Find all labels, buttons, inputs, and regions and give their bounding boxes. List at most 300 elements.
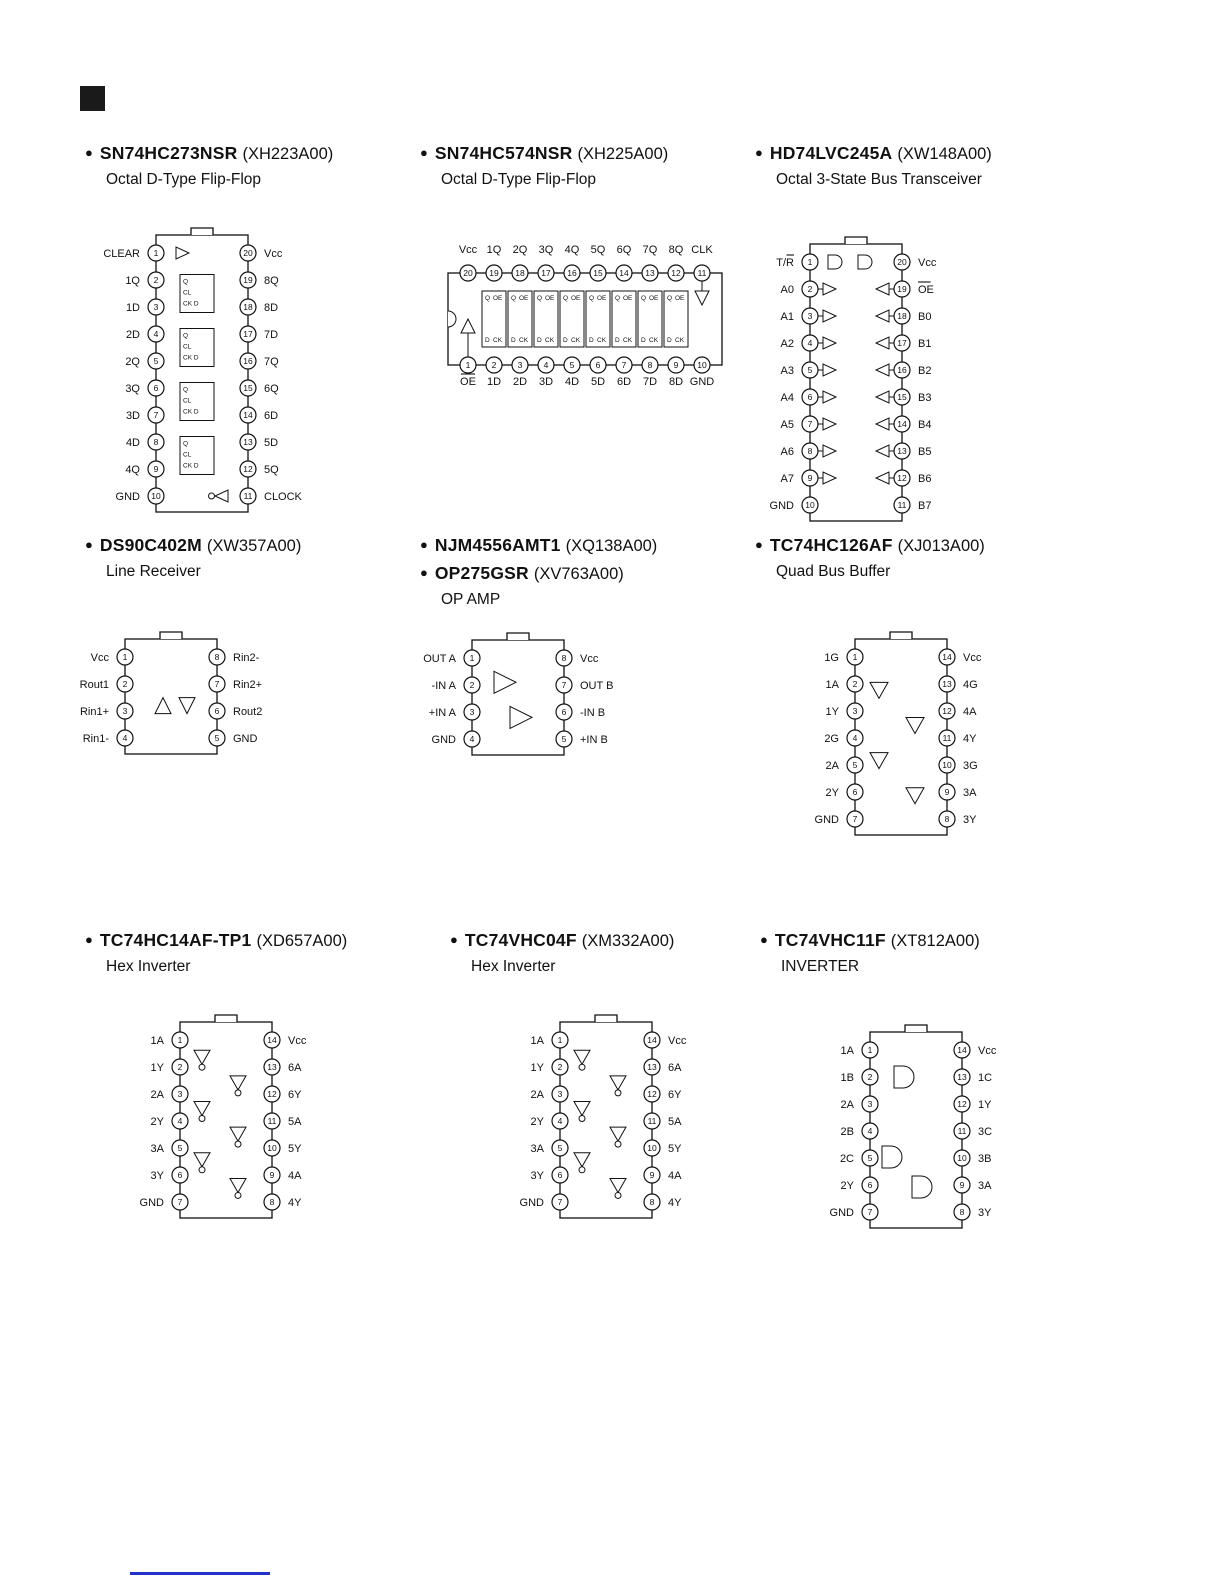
internal-label: D (615, 337, 620, 344)
pin (209, 676, 225, 692)
ic-title-line (420, 140, 668, 168)
pin (117, 676, 133, 692)
pin-number: 3 (852, 706, 858, 716)
part-code: (XD657A00) (256, 932, 348, 950)
pin-label: 2B (840, 1126, 854, 1138)
pin (616, 357, 632, 373)
pin-label: Rin2- (233, 652, 260, 664)
chip-notch (191, 228, 213, 235)
pin-label: 8Q (264, 275, 279, 287)
pin-number: 1 (469, 653, 475, 663)
ic-diagram-svg (730, 234, 982, 531)
pin (954, 1042, 970, 1058)
part-number: SN74HC273NSR (99, 143, 238, 163)
pin-number: 20 (463, 268, 473, 278)
pin-number: 12 (243, 464, 253, 474)
pin-label: 5Q (590, 244, 606, 256)
pin (209, 703, 225, 719)
pin-number: 4 (807, 338, 813, 348)
pin (802, 443, 818, 459)
internal-label: Q (183, 440, 189, 448)
pin-number: 18 (897, 311, 907, 321)
pin-label: 6A (288, 1062, 302, 1074)
pin-number: 7 (852, 814, 858, 824)
chip-body (469, 640, 564, 755)
ic-diagram-svg (392, 630, 644, 765)
pin-number: 11 (267, 1116, 277, 1126)
pin (954, 1123, 970, 1139)
pin-label: GND (814, 814, 839, 826)
ic-description: Quad Bus Buffer (776, 563, 891, 580)
pin (847, 730, 863, 746)
pin (954, 1069, 970, 1085)
ic-entry-header (85, 532, 301, 581)
pin (939, 730, 955, 746)
pin (552, 1086, 568, 1102)
pin (460, 357, 476, 373)
internal-label: CL (183, 451, 192, 459)
pin-label: 2A (150, 1089, 164, 1101)
pin (954, 1150, 970, 1166)
pin (209, 649, 225, 665)
pin-number: 1 (465, 360, 471, 370)
pin-label: B4 (918, 419, 932, 431)
pin-number: 19 (243, 275, 253, 285)
pin (894, 254, 910, 270)
inverter-bubble (209, 493, 215, 499)
inverter-bubble (579, 1064, 585, 1070)
pin-number: 4 (543, 360, 549, 370)
ic-title-line (760, 927, 980, 955)
pin (240, 488, 256, 504)
internal-label: Q (183, 278, 189, 286)
pin-number: 3 (153, 302, 159, 312)
pin-label: Rout2 (233, 706, 263, 718)
pin-number: 10 (267, 1143, 277, 1153)
pin (802, 308, 818, 324)
pin-number: 2 (867, 1072, 873, 1082)
ic-entry-header (450, 927, 674, 976)
internal-label: Q (667, 295, 673, 302)
pin (240, 326, 256, 342)
pin-label: GND (233, 733, 258, 745)
pin (802, 254, 818, 270)
pin-number: 10 (697, 360, 707, 370)
ic-description: Hex Inverter (106, 958, 191, 975)
ic-entry-header (420, 532, 657, 609)
chip-notch (215, 1015, 237, 1022)
pin-label: 1Y (825, 706, 839, 718)
pin-label: 2C (839, 1153, 854, 1165)
pin-number: 8 (944, 814, 950, 824)
chip-body (852, 639, 947, 835)
pin (847, 757, 863, 773)
pin-label: Vcc (264, 248, 283, 260)
pin-number: 12 (957, 1099, 967, 1109)
pin (538, 265, 554, 281)
pin-label: Rout1 (79, 679, 109, 691)
internal-label: Q (511, 295, 517, 302)
ic-diagram-svg (100, 1012, 352, 1228)
pin-number: 8 (214, 652, 220, 662)
pin-label: 2Y (825, 787, 839, 799)
pin-label: B3 (918, 392, 932, 404)
pin (862, 1204, 878, 1220)
pin-label: 4D (564, 376, 580, 388)
pin-label: 2G (824, 733, 839, 745)
internal-label: OE (545, 295, 555, 302)
pin (668, 265, 684, 281)
pin-number: 9 (807, 473, 813, 483)
inverter-bubble (235, 1192, 241, 1198)
chip-body (177, 1022, 272, 1218)
pin (148, 434, 164, 450)
ic-pinout-diagram (480, 1012, 732, 1233)
pin-label: 6Y (288, 1089, 302, 1101)
pin (552, 1032, 568, 1048)
pin-number: 5 (177, 1143, 183, 1153)
pin-number: 1 (852, 652, 858, 662)
pin-label: +IN B (580, 734, 608, 746)
pin-number: 8 (647, 360, 653, 370)
pin-label: 3Y (530, 1170, 544, 1182)
pin-number: 3 (122, 706, 128, 716)
pin (802, 335, 818, 351)
pin-number: 5 (561, 734, 567, 744)
part-code: (XT812A00) (890, 932, 980, 950)
pin-number: 8 (807, 446, 813, 456)
pin-label: Rin1- (82, 733, 109, 745)
internal-label: D (563, 337, 568, 344)
ic-diagram-svg (442, 233, 728, 393)
pin-number: 13 (243, 437, 253, 447)
pin-number: 4 (852, 733, 858, 743)
pin-number: 3 (517, 360, 523, 370)
pin-number: 5 (852, 760, 858, 770)
pin (172, 1059, 188, 1075)
pin (644, 1086, 660, 1102)
pin-number: 14 (267, 1035, 277, 1045)
pin-number: 1 (807, 257, 813, 267)
internal-label: OE (571, 295, 581, 302)
pin-label: 6D (616, 376, 632, 388)
pin-number: 11 (957, 1126, 967, 1136)
bullet-icon: ● (760, 932, 768, 947)
pin (644, 1194, 660, 1210)
pin (264, 1059, 280, 1075)
pin-label: 3D (538, 376, 554, 388)
pin (486, 265, 502, 281)
part-number: SN74HC574NSR (434, 143, 573, 163)
pin-number: 10 (151, 491, 161, 501)
pin-number: 4 (557, 1116, 563, 1126)
pin-label: 5D (590, 376, 606, 388)
pin-label: -IN A (431, 680, 456, 692)
pin-label: 6Y (668, 1089, 682, 1101)
part-number: OP275GSR (434, 563, 529, 583)
bullet-icon: ● (420, 537, 428, 552)
pin (862, 1096, 878, 1112)
pin (644, 1113, 660, 1129)
pin-label: 3Q (538, 244, 554, 256)
pin-label: A7 (780, 473, 794, 485)
pin-number: 3 (177, 1089, 183, 1099)
pin (644, 1167, 660, 1183)
pin (552, 1059, 568, 1075)
pin-number: 7 (177, 1197, 183, 1207)
part-code: (XW148A00) (897, 145, 992, 163)
pin-label: 1G (824, 652, 839, 664)
ic-pinout-diagram (100, 1012, 352, 1233)
pin (240, 461, 256, 477)
inverter-bubble (199, 1167, 205, 1173)
pin (847, 784, 863, 800)
pin (464, 704, 480, 720)
pin-number: 8 (153, 437, 159, 447)
pin-number: 13 (942, 679, 952, 689)
pin-label: Vcc (90, 652, 109, 664)
pin-label: Vcc (288, 1035, 307, 1047)
pin-label: T/R (776, 257, 794, 269)
pin-number: 2 (557, 1062, 563, 1072)
pin (552, 1167, 568, 1183)
pin-label: 4A (288, 1170, 302, 1182)
ic-description: Line Receiver (106, 563, 201, 580)
pin (939, 649, 955, 665)
inverter-bubble (615, 1192, 621, 1198)
pin-label: Rin2+ (233, 679, 263, 691)
pin (264, 1113, 280, 1129)
pin (556, 704, 572, 720)
internal-label: OE (675, 295, 685, 302)
pin (939, 757, 955, 773)
internal-label: Q (615, 295, 621, 302)
pin-number: 16 (897, 365, 907, 375)
pin-number: 8 (959, 1207, 965, 1217)
pin-number: 11 (697, 268, 707, 278)
pin (694, 357, 710, 373)
pin-number: 3 (807, 311, 813, 321)
pin-number: 20 (897, 257, 907, 267)
inverter-bubble (615, 1090, 621, 1096)
internal-label: CK (675, 337, 685, 344)
internal-label: Q (183, 386, 189, 394)
ic-pinout-diagram (442, 233, 728, 398)
bullet-icon: ● (85, 932, 93, 947)
ic-description: Octal D-Type Flip-Flop (106, 171, 262, 188)
internal-label: CL (183, 343, 192, 351)
ic-diagram-svg (775, 629, 1027, 845)
ic-diagram-svg (45, 629, 297, 764)
footer-link-underline (130, 1572, 270, 1575)
ic-title-line (85, 140, 333, 168)
pin (264, 1086, 280, 1102)
ic-pinout-diagram (775, 629, 1027, 850)
pin-label: Vcc (458, 244, 478, 256)
pin-number: 4 (177, 1116, 183, 1126)
ic-description: Octal 3-State Bus Transceiver (776, 171, 982, 188)
pin-label: A4 (780, 392, 794, 404)
inverter-bubble (199, 1116, 205, 1122)
ic-pinout-diagram (730, 234, 982, 536)
ic-title-line (420, 560, 657, 588)
pin-label: 7D (642, 376, 658, 388)
inverter-bubble (579, 1116, 585, 1122)
internal-label: CK D (183, 462, 199, 470)
pin-label: GND (139, 1197, 164, 1209)
pin-label: GND (115, 491, 140, 503)
internal-label: Q (641, 295, 647, 302)
internal-label: CK D (183, 300, 199, 308)
pin-label: B0 (918, 311, 932, 323)
pin (556, 650, 572, 666)
pin-label: 3Y (978, 1207, 992, 1219)
pin (556, 677, 572, 693)
pin (862, 1177, 878, 1193)
pin-label: OUT A (423, 653, 456, 665)
pin-number: 11 (897, 500, 907, 510)
pin-number: 10 (942, 760, 952, 770)
internal-label: OE (649, 295, 659, 302)
pin-number: 5 (867, 1153, 873, 1163)
pin (552, 1194, 568, 1210)
pin (264, 1140, 280, 1156)
ic-title-line (755, 532, 985, 560)
pin (847, 703, 863, 719)
pin-label: 1A (150, 1035, 164, 1047)
internal-label: Q (537, 295, 543, 302)
pin-number: 19 (897, 284, 907, 294)
pin-label: 4A (668, 1170, 682, 1182)
pin-label: Vcc (580, 653, 599, 665)
pin-number: 7 (214, 679, 220, 689)
inverter-bubble (235, 1090, 241, 1096)
pin-label: 6Q (264, 383, 279, 395)
pin-label: 5A (668, 1116, 682, 1128)
chip-notch (905, 1025, 927, 1032)
pin-number: 6 (177, 1170, 183, 1180)
pin-label: 6A (668, 1062, 682, 1074)
part-code: (XJ013A00) (897, 537, 985, 555)
inverter-bubble (615, 1141, 621, 1147)
pin-number: 12 (942, 706, 952, 716)
pin (939, 676, 955, 692)
pin-label: 2Y (530, 1116, 544, 1128)
ic-pinout-diagram (392, 630, 644, 770)
pin (894, 470, 910, 486)
pin (148, 407, 164, 423)
pin-label: 3G (963, 760, 978, 772)
pin-number: 6 (867, 1180, 873, 1190)
ic-title-line (420, 532, 657, 560)
pin-number: 8 (269, 1197, 275, 1207)
part-code: (XQ138A00) (565, 537, 658, 555)
pin (240, 407, 256, 423)
ic-entry-header (85, 927, 347, 976)
pin-label: 5Q (264, 464, 279, 476)
pin-number: 1 (177, 1035, 183, 1045)
pin-label: 3D (125, 410, 140, 422)
bullet-icon: ● (450, 932, 458, 947)
part-code: (XH225A00) (577, 145, 669, 163)
pin-number: 6 (852, 787, 858, 797)
pin (802, 497, 818, 513)
pin-number: 1 (122, 652, 128, 662)
pin-number: 9 (153, 464, 159, 474)
internal-label: D (511, 337, 516, 344)
pin-number: 4 (867, 1126, 873, 1136)
ic-diagram-svg (76, 225, 328, 522)
pin-label: 3B (978, 1153, 992, 1165)
pin (847, 649, 863, 665)
pin-number: 2 (491, 360, 497, 370)
pin (644, 1032, 660, 1048)
pin-label: 7D (264, 329, 279, 341)
pin-label: A2 (780, 338, 794, 350)
pin-number: 13 (647, 1062, 657, 1072)
and-gate-icon (894, 1066, 914, 1088)
pin-label: 1Y (978, 1099, 992, 1111)
part-number: TC74VHC04F (464, 930, 577, 950)
pin (172, 1032, 188, 1048)
pin-label: 2A (530, 1089, 544, 1101)
pin (172, 1113, 188, 1129)
pin (240, 380, 256, 396)
pin-number: 17 (897, 338, 907, 348)
internal-label: CK (545, 337, 555, 344)
pin-label: GND (689, 376, 715, 388)
pin (862, 1042, 878, 1058)
pin-number: 13 (957, 1072, 967, 1082)
pin-number: 12 (897, 473, 907, 483)
pin-label: 2Y (840, 1180, 854, 1192)
internal-label: OE (493, 295, 503, 302)
pin (894, 389, 910, 405)
pin (148, 299, 164, 315)
pin-label: 4G (963, 679, 978, 691)
pin-label: 6Q (616, 244, 632, 256)
pin-label: OE (460, 376, 476, 388)
pin-number: 18 (243, 302, 253, 312)
pin-label: Vcc (978, 1045, 997, 1057)
pin (172, 1194, 188, 1210)
internal-label: CK (519, 337, 529, 344)
pin (117, 649, 133, 665)
pin (148, 488, 164, 504)
pin-number: 16 (567, 268, 577, 278)
pin-number: 7 (557, 1197, 563, 1207)
pin-number: 14 (619, 268, 629, 278)
pin-number: 2 (807, 284, 813, 294)
internal-label: D (667, 337, 672, 344)
pin-number: 4 (469, 734, 475, 744)
pin (862, 1123, 878, 1139)
pin-label: 5D (264, 437, 279, 449)
pin-number: 7 (807, 419, 813, 429)
bullet-icon: ● (420, 565, 428, 580)
pin-label: A0 (780, 284, 794, 296)
pin-number: 2 (177, 1062, 183, 1072)
ic-pinout-diagram (790, 1022, 1042, 1243)
ic-entry-header (755, 140, 992, 189)
inverter-bubble (235, 1141, 241, 1147)
pin-label: 1D (486, 376, 502, 388)
pin (894, 308, 910, 324)
chip-body (122, 639, 217, 754)
pin (512, 265, 528, 281)
pin-number: 20 (243, 248, 253, 258)
pin-label: 5A (288, 1116, 302, 1128)
